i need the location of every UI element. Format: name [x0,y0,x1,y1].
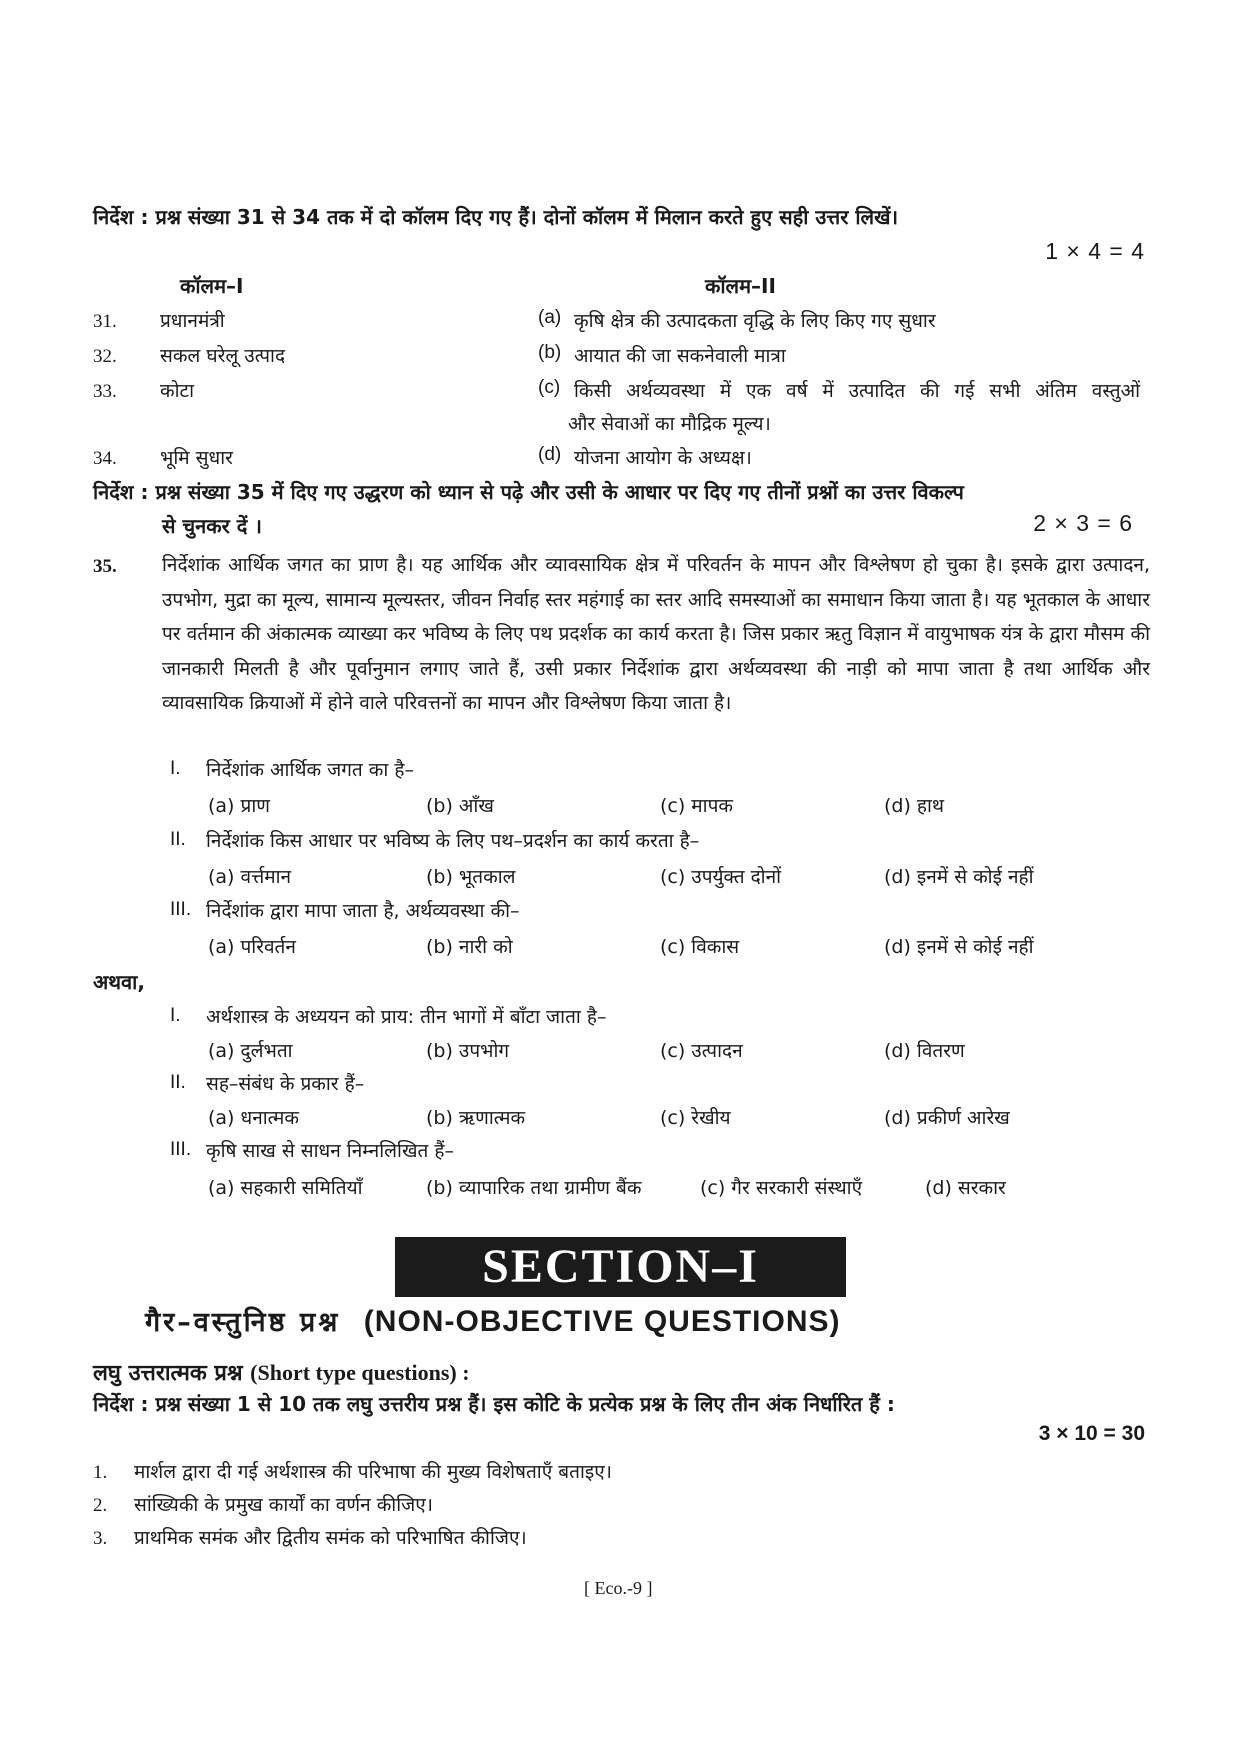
option: (b) उपभोग [426,1040,510,1062]
option: (a) वर्त्तमान [208,866,292,888]
short-questions-heading [93,1357,470,1387]
short-heading-english: (Short type questions) : [250,1360,470,1385]
item-number: 2. [93,1495,108,1516]
row-number: 34. [93,448,117,469]
item-text: प्राथमिक समंक और द्वितीय समंक को परिभाषित कीजिए। [134,1527,527,1549]
short-instruction [93,1390,895,1417]
option: (b) व्यापारिक तथा ग्रामीण बैंक [426,1177,642,1199]
sub-question-text: सह–संबंध के प्रकार हैं– [206,1073,365,1095]
column2-item-continued: और सेवाओं का मौद्रिक मूल्य। [568,413,771,435]
section-title: SECTION–I [395,1237,846,1297]
marks-label: 1 × 4 = 4 [1045,238,1145,264]
option: (c) रेखीय [660,1107,731,1129]
item-number: 3. [93,1528,108,1549]
option: (c) मापक [660,795,733,817]
passage-text: निर्देशांक आर्थिक जगत का प्राण है। यह आर्थिक और व्यावसायिक क्षेत्र में परिवर्तन के मापन और विश्लेषण हो चुका है। इसके द्वारा उत्पादन, उपभोग, मुद्रा का मूल्य, सामान्य मूल्यस्तर, जीवन निर्वाह स्तर महंगाई का स्तर आदि समस्याओं का समाधान किया जाता है। यह भूतकाल के आधार पर वर्तमान की अंकात्मक व्याख्या कर भविष्य के लिए पथ प्रदर्शक का कार्य करता है। जिस प्रकार ऋतु विज्ञान में वायुभाषक यंत्र के द्वारा मौसम की जानकारी मिलती है और पूर्वानुमान लगाए जाते हैं, उसी प्रकार निर्देशांक द्वारा अर्थव्यवस्था की नाड़ी को मापा जाता है तथा आर्थिक और व्यावसायिक क्रियाओं में होने वाले परिवत्तनों का मापन और विश्लेषण किया जाता है। [162,554,1150,715]
option: (c) विकास [660,936,740,958]
sub-question-number: III. [170,899,192,920]
passage-instruction [93,478,964,505]
marks-label: 3 × 10 = 30 [1038,1422,1145,1445]
option: (b) भूतकाल [426,866,516,888]
column1-item: सकल घरेलू उत्पाद [160,345,286,367]
item-text: सांख्यिकी के प्रमुख कार्यों का वर्णन कीजिए। [134,1494,433,1516]
column2-item: किसी अर्थव्यवस्था में एक वर्ष में उत्पादित की गई सभी अंतिम वस्तुओं [574,380,1140,402]
instruction-text: प्रश्न संख्या 1 से 10 तक लघु उत्तरीय प्रश्न हैं। इस कोटि के प्रत्येक प्रश्न के लिए तीन अंक निर्धारित हैं : [155,1392,895,1416]
option: (b) नारी को [426,936,513,958]
option: (c) उपर्युक्त दोनों [660,866,782,888]
option-letter: (a) [538,307,562,328]
row-number: 31. [93,311,117,332]
item-text: मार्शल द्वारा दी गई अर्थशास्त्र की परिभाषा की मुख्य विशेषताएँ बताइए। [134,1461,612,1483]
sub-question-number: III. [170,1139,192,1160]
match-instruction [93,203,898,230]
sub-question-number: I. [170,758,181,779]
option: (a) दुर्लभता [208,1040,293,1062]
column1-item: भूमि सुधार [160,447,233,469]
instruction-label: निर्देश : [93,480,149,504]
column2-header: कॉलम–II [705,274,776,298]
column2-item: आयात की जा सकनेवाली मात्रा [574,345,786,367]
option-letter: (d) [538,444,562,465]
sub-question-number: I. [170,1005,181,1026]
instruction-text: प्रश्न संख्या 31 से 34 तक में दो कॉलम दिए गए हैं। दोनों कॉलम में मिलान करते हुए सही उत्तर लिखें। [155,205,899,229]
marks-label: 2 × 3 = 6 [1033,510,1133,536]
option-letter: (b) [538,342,562,363]
column2-item: कृषि क्षेत्र की उत्पादकता वृद्धि के लिए किए गए सुधार [574,310,936,332]
item-number: 1. [93,1462,108,1483]
section-subtitle-english: (NON-OBJECTIVE QUESTIONS) [363,1305,841,1338]
row-number: 33. [93,381,117,402]
option: (a) धनात्मक [208,1107,299,1129]
option: (b) आँख [426,795,494,817]
column1-header: कॉलम–I [180,274,244,298]
column1-item: प्रधानमंत्री [160,310,225,332]
option: (d) वितरण [884,1040,965,1062]
instruction-text: प्रश्न संख्या 35 में दिए गए उद्धरण को ध्यान से पढ़े और उसी के आधार पर दिए गए तीनों प्रश्नों का उत्तर विकल्प [155,480,964,504]
passage-instruction-line2: से चुनकर दें । [162,514,262,538]
page-footer: [ Eco.-9 ] [584,1578,653,1598]
option: (a) परिवर्तन [208,936,296,958]
instruction-label: निर्देश : [93,1392,149,1416]
sub-question-text: निर्देशांक द्वारा मापा जाता है, अर्थव्यवस्था की– [206,900,520,922]
option: (d) सरकार [925,1177,1006,1199]
option: (d) हाथ [884,795,945,817]
column1-item: कोटा [160,380,195,402]
instruction-label: निर्देश : [93,205,149,229]
option: (b) ऋणात्मक [426,1107,526,1129]
sub-question-text: कृषि साख से साधन निम्नलिखित हैं– [206,1140,454,1162]
option: (c) गैर सरकारी संस्थाएँ [700,1177,863,1199]
section-subtitle-hindi: गैर–वस्तुनिष्ठ प्रश्न [145,1307,341,1338]
sub-question-text: निर्देशांक किस आधार पर भविष्य के लिए पथ–प्रदर्शन का कार्य करता है– [206,830,700,852]
question-number: 35. [93,556,117,577]
option: (c) उत्पादन [660,1040,743,1062]
option: (a) सहकारी समितियाँ [208,1177,363,1199]
option: (d) इनमें से कोई नहीं [884,936,1034,958]
sub-question-number: II. [170,829,186,850]
sub-question-text: निर्देशांक आर्थिक जगत का है– [206,759,414,781]
row-number: 32. [93,346,117,367]
option: (a) प्राण [208,795,270,817]
option: (d) इनमें से कोई नहीं [884,866,1034,888]
or-label: अथवा, [93,970,145,994]
option-letter: (c) [538,377,561,398]
sub-question-text: अर्थशास्त्र के अध्ययन को प्राय: तीन भागों में बाँटा जाता है– [206,1006,607,1028]
short-heading-hindi: लघु उत्तरात्मक प्रश्न [93,1361,243,1386]
section-subtitle [145,1302,841,1339]
option: (d) प्रकीर्ण आरेख [884,1107,1010,1129]
sub-question-number: II. [170,1072,186,1093]
column2-item: योजना आयोग के अध्यक्ष। [574,447,752,469]
